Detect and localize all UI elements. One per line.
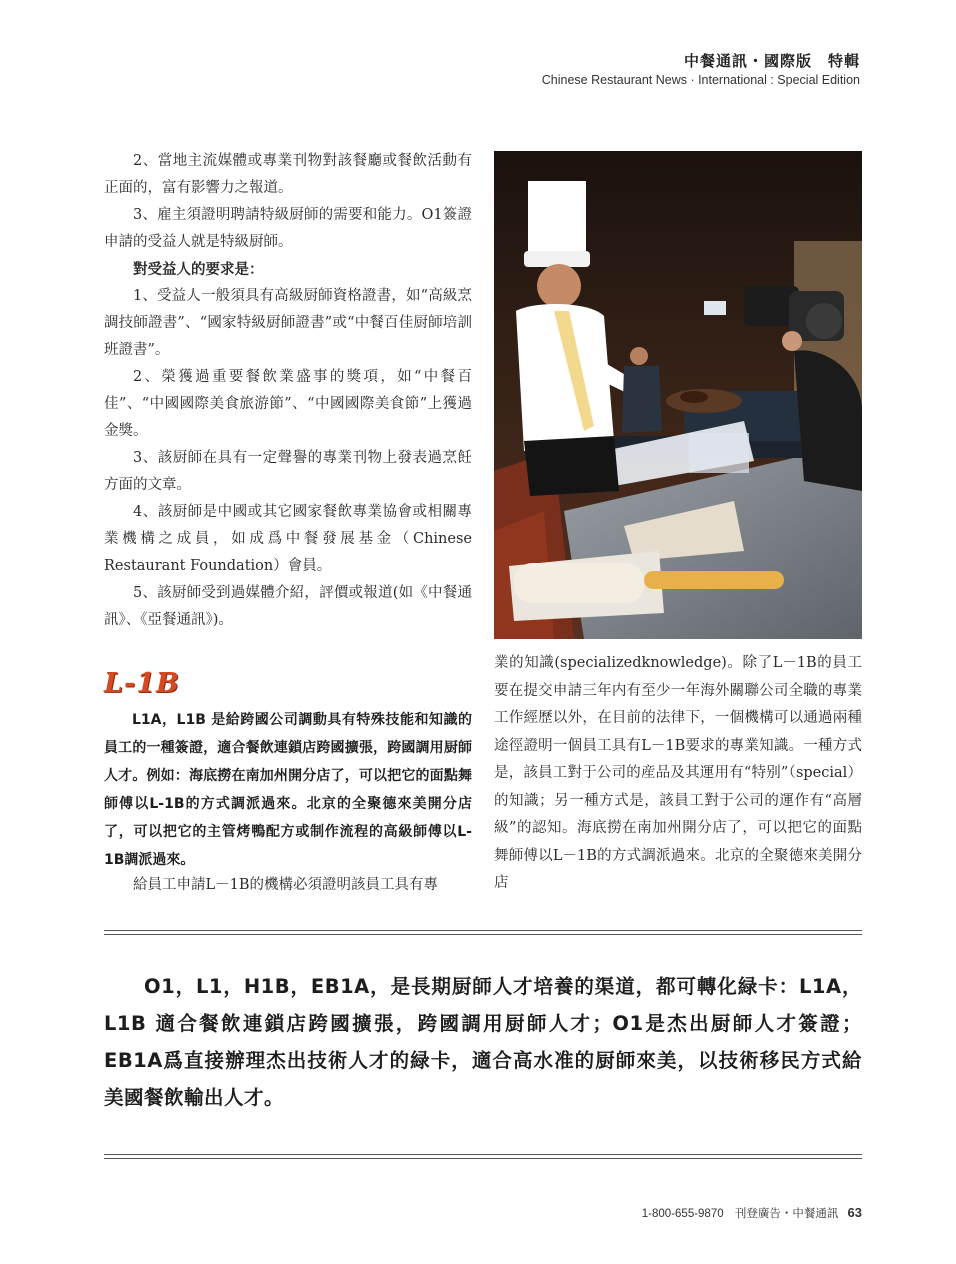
left-subheading: 對受益人的要求是： — [133, 261, 264, 278]
right-column — [494, 650, 862, 898]
page-header — [542, 50, 860, 87]
left-paragraph: 2、榮獲過重要餐飲業盛事的獎項，如“中餐百佳”、“中國國際美食旅游節”、“中國國際美食節”上獲過金獎。 — [104, 369, 472, 439]
left-paragraph: 2、當地主流媒體或專業刊物對該餐廳或餐飲活動有正面的，富有影響力之報道。 — [104, 153, 472, 196]
left-column — [104, 148, 472, 634]
chef-demonstration-photo — [494, 151, 862, 639]
right-paragraph: 業的知識(specializedknowledge)。除了L－1B的員工要在提交申請三年内有至少一年海外關聯公司全職的專業工作經歷以外，在目前的法律下，一個機構可以通過兩種途徑證明一個員工具有L－1B要求的專業知識。一種方式是，該員工對于公司的産品及其運用有“特别”（special）的知識；另一種方式是，該員工對于公司的運作有“高層級”的認知。海底撈在南加州開分店了，可以把它的面點舞師傅以L－1B的方式調派過來。北京的全聚德來美開分店 — [494, 655, 862, 891]
left-paragraph: 5、該厨師受到過媒體介紹，評價或報道(如《中餐通訊》、《亞餐通訊》)。 — [104, 585, 472, 628]
left-column-tail — [104, 872, 472, 899]
l1b-bold-paragraph: L1A，L1B 是給跨國公司調動具有特殊技能和知識的員工的一種簽證，適合餐飲連鎖店跨國擴張，跨國調用厨師人才。例如：海底撈在南加州開分店了，可以把它的面點舞師傅以L-1B的方式調派過來。北京的全聚德來美開分店了，可以把它的主管烤鴨配方或制作流程的高級師傅以L-1B調派過來。 — [104, 712, 472, 868]
footer-label: 刊登廣告・中餐通訊 — [734, 1208, 839, 1220]
left-paragraph: 4、該厨師是中國或其它國家餐飲專業協會或相關專業機構之成員，如成爲中餐發展基金（Chinese Restaurant Foundation）會員。 — [104, 504, 472, 574]
left-paragraph: 3、雇主須證明聘請特級厨師的需要和能力。O1簽證申請的受益人就是特級厨師。 — [104, 207, 472, 250]
divider-bottom — [104, 1154, 862, 1159]
left-tail-paragraph: 給員工申請L－1B的機構必須證明該員工具有專 — [133, 877, 439, 893]
section-title: L-1B — [104, 668, 180, 699]
summary-text: O1，L1，H1B，EB1A，是長期厨師人才培養的渠道，都可轉化緑卡：L1A，L1B 適合餐飲連鎖店跨國擴張，跨國調用厨師人才；O1是杰出厨師人才簽證；EB1A爲直接辦理杰出技術人才的緑卡，適合高水准的厨師來美，以技術移民方式給美國餐飲輸出人才。 — [104, 975, 862, 1109]
header-title-en: Chinese Restaurant News · International : Special Edition — [541, 73, 860, 87]
left-paragraph: 1、受益人一般須具有高級厨師資格證書，如“高級烹調技師證書”、“國家特級厨師證書”或“中餐百佳厨師培訓班證書”。 — [104, 288, 472, 358]
left-paragraph: 3、該厨師在具有一定聲譽的專業刊物上發表過烹飪方面的文章。 — [104, 450, 472, 493]
footer-phone: 1-800-655-9870 — [641, 1208, 724, 1220]
header-title-zh: 中餐通訊・國際版 特輯 — [683, 52, 860, 70]
l1b-bold-paragraph-block — [104, 706, 472, 874]
summary-callout — [104, 968, 862, 1116]
divider-top — [104, 930, 862, 935]
page-footer — [642, 1205, 862, 1221]
page-number: 63 — [847, 1205, 862, 1220]
